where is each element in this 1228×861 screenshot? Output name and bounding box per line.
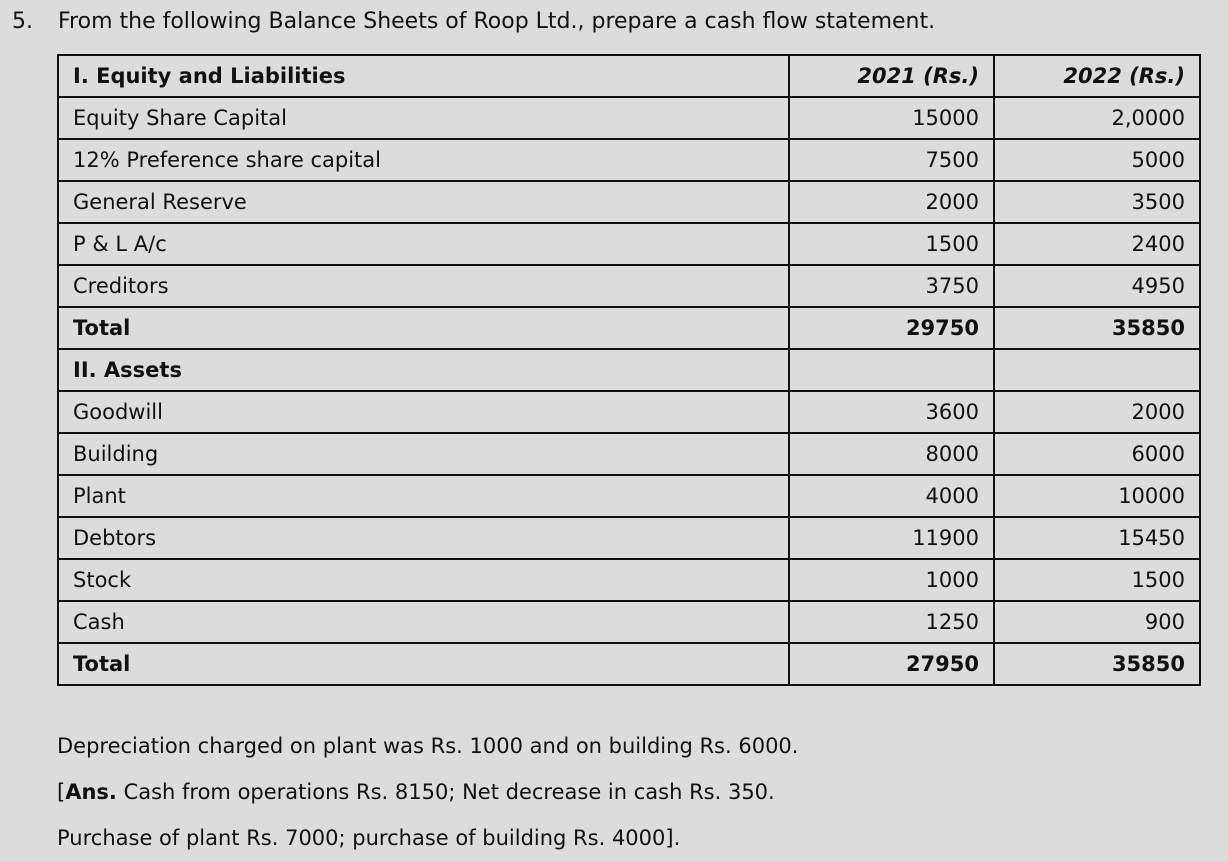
row-label: P & L A/c xyxy=(58,223,789,265)
table-row xyxy=(58,517,1200,559)
row-label: Plant xyxy=(58,475,789,517)
question-heading xyxy=(12,6,935,38)
value-2022: 1500 xyxy=(994,559,1200,601)
empty-cell xyxy=(994,349,1200,391)
table-row xyxy=(58,475,1200,517)
value-2021: 1000 xyxy=(789,559,994,601)
answer-text-1: Cash from operations Rs. 8150; Net decrease in cash Rs. 350. xyxy=(116,780,775,804)
value-2022: 2,0000 xyxy=(994,97,1200,139)
value-2021: 4000 xyxy=(789,475,994,517)
value-2021: 11900 xyxy=(789,517,994,559)
value-2022: 15450 xyxy=(994,517,1200,559)
answer-line-2: Purchase of plant Rs. 7000; purchase of building Rs. 4000]. xyxy=(57,826,681,850)
value-2021: 7500 xyxy=(789,139,994,181)
table-header-row xyxy=(58,55,1200,97)
table-row xyxy=(58,559,1200,601)
value-2021: 1250 xyxy=(789,601,994,643)
table-row xyxy=(58,223,1200,265)
assets-total-row xyxy=(58,643,1200,685)
value-2021: 2000 xyxy=(789,181,994,223)
answer-bracket: [ xyxy=(57,780,66,804)
answer-line-1 xyxy=(57,769,798,815)
table-row xyxy=(58,181,1200,223)
value-2022: 900 xyxy=(994,601,1200,643)
value-2022: 6000 xyxy=(994,433,1200,475)
value-2022: 3500 xyxy=(994,181,1200,223)
value-2022: 5000 xyxy=(994,139,1200,181)
liabilities-total-row xyxy=(58,307,1200,349)
question-text: From the following Balance Sheets of Roop Ltd., prepare a cash flow statement. xyxy=(58,9,936,34)
question-number: 5. xyxy=(12,9,33,34)
row-label: Building xyxy=(58,433,789,475)
value-2021: 3600 xyxy=(789,391,994,433)
total-label: Total xyxy=(58,307,789,349)
row-label: Debtors xyxy=(58,517,789,559)
total-2022: 35850 xyxy=(994,307,1200,349)
value-2021: 15000 xyxy=(789,97,994,139)
table-row xyxy=(58,265,1200,307)
row-label: Cash xyxy=(58,601,789,643)
notes-section xyxy=(57,723,798,861)
row-label: Stock xyxy=(58,559,789,601)
total-2022: 35850 xyxy=(994,643,1200,685)
assets-header-row xyxy=(58,349,1200,391)
assets-heading: II. Assets xyxy=(58,349,789,391)
value-2022: 4950 xyxy=(994,265,1200,307)
table-row xyxy=(58,391,1200,433)
liabilities-heading: I. Equity and Liabilities xyxy=(58,55,789,97)
year-2022-heading: 2022 (Rs.) xyxy=(994,55,1200,97)
depreciation-note: Depreciation charged on plant was Rs. 1000 and on building Rs. 6000. xyxy=(57,734,799,758)
balance-sheet-table xyxy=(57,54,1201,686)
value-2022: 2000 xyxy=(994,391,1200,433)
value-2021: 1500 xyxy=(789,223,994,265)
value-2022: 10000 xyxy=(994,475,1200,517)
row-label: Goodwill xyxy=(58,391,789,433)
total-2021: 27950 xyxy=(789,643,994,685)
answer-label: Ans. xyxy=(65,780,117,804)
table-row xyxy=(58,139,1200,181)
row-label: General Reserve xyxy=(58,181,789,223)
row-label: 12% Preference share capital xyxy=(58,139,789,181)
empty-cell xyxy=(789,349,994,391)
total-2021: 29750 xyxy=(789,307,994,349)
row-label: Creditors xyxy=(58,265,789,307)
total-label: Total xyxy=(58,643,789,685)
value-2021: 3750 xyxy=(789,265,994,307)
year-2021-heading: 2021 (Rs.) xyxy=(789,55,994,97)
table-row xyxy=(58,433,1200,475)
value-2021: 8000 xyxy=(789,433,994,475)
table-row xyxy=(58,97,1200,139)
value-2022: 2400 xyxy=(994,223,1200,265)
table-row xyxy=(58,601,1200,643)
row-label: Equity Share Capital xyxy=(58,97,789,139)
